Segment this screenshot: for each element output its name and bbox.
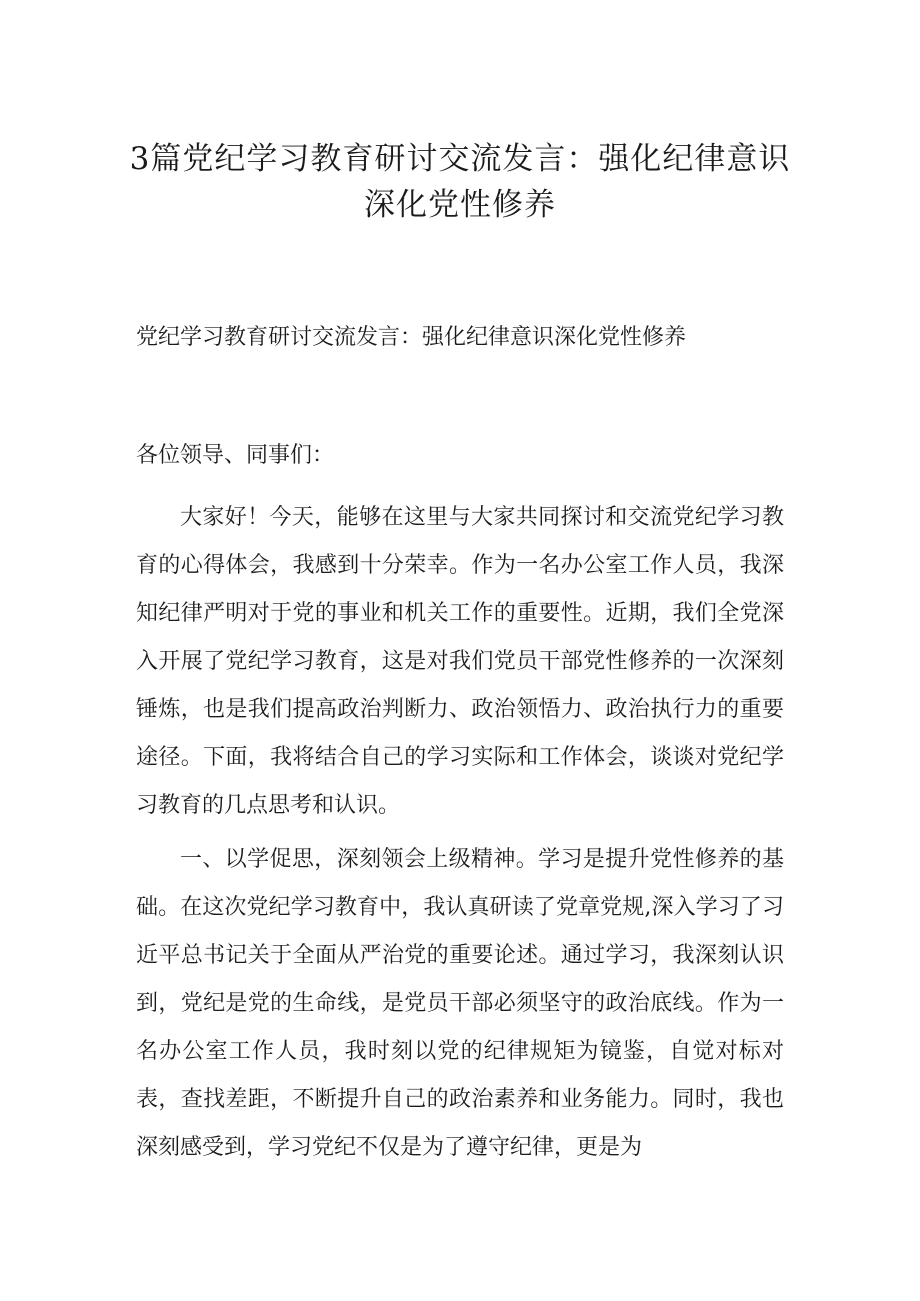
paragraph-opening: 大家好！今天，能够在这里与大家共同探讨和交流党纪学习教育的心得体会，我感到十分荣幸。作为一名办公室工作人员，我深知纪律严明对于党的事业和机关工作的重要性。近期，我们全党深入开展了党纪学习教育，这是对我们党员干部党性修养的一次深刻锤炼，也是我们提高政治判断力、政治领悟力、政治执行力的重要途径。下面，我将结合自己的学习实际和工作体会，谈谈对党纪学习教育的几点思考和认识。 [136,505,784,818]
salutation: 各位领导、同事们： [136,443,335,468]
document-subtitle: 党纪学习教育研讨交流发言：强化纪律意识深化党性修养 [136,325,687,350]
paragraph-section-one: 一、以学促思，深刻领会上级精神。学习是提升党性修养的基础。在这次党纪学习教育中，我认真研读了党章党规,深入学习了习近平总书记关于全面从严治党的重要论述。通过学习，我深刻认识到，党纪是党的生命线，是党员干部必须坚守的政治底线。作为一名办公室工作人员，我时刻以党的纪律规矩为镜鉴，自觉对标对表，查找差距，不断提升自己的政治素养和业务能力。同时，我也深刻感受到，学习党纪不仅是为了遵守纪律，更是为 [136,847,784,1160]
document-title: 3篇党纪学习教育研讨交流发言：强化纪律意识深化党性修养 [129,141,791,223]
